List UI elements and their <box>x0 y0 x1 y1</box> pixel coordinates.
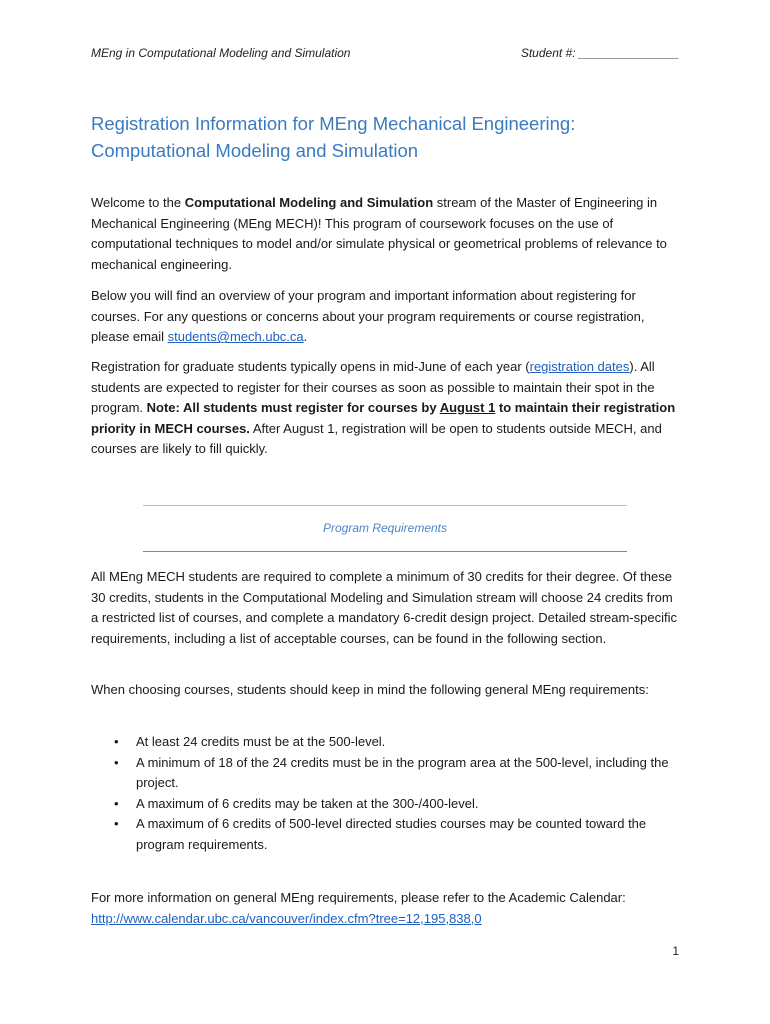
general-requirements-intro: When choosing courses, students should keep in mind the following general MEng requirements: <box>91 682 649 697</box>
section-rule-bottom <box>143 551 627 552</box>
stream-name: Computational Modeling and Simulation <box>184 195 434 210</box>
requirements-list <box>91 732 683 856</box>
calendar-paragraph: For more information on general MEng requirements, please refer to the Academic Calendar: http://www.calendar.ubc.ca/vancouver/index.cfm?tree=12,195,838,0 <box>91 890 626 926</box>
section-rule-top <box>143 505 627 506</box>
email-link[interactable]: students@mech.ubc.ca <box>167 329 304 345</box>
list-item: • A minimum of 18 of the 24 credits must be in the program area at the 500-level, including the project. <box>114 754 669 791</box>
page-title <box>91 110 681 164</box>
section-heading-label: Program Requirements <box>322 521 448 535</box>
section-heading-program-requirements <box>143 505 627 552</box>
academic-calendar-link[interactable]: http://www.calendar.ubc.ca/vancouver/index.cfm?tree=12,195,838,0 <box>91 910 482 926</box>
welcome-paragraph: Welcome to the Computational Modeling and Simulation stream of the Master of Engineering in Mechanical Engineering (MEng MECH)! This program of coursework focuses on the use of computational techniques to model and/or simulate physical or geometrical problems of relevance to mechanical engineering. <box>91 195 667 272</box>
header-program-name: MEng in Computational Modeling and Simulation <box>91 46 351 60</box>
credits-paragraph: All MEng MECH students are required to complete a minimum of 30 credits for their degree. Of these 30 credits, students in the Computational Modeling and Simulation stream will choose 24 credits from a restricted list of courses, and complete a mandatory 6-credit design project. Detailed stream-specific requirements, including a list of acceptable courses, can be found in the following section. <box>91 569 677 646</box>
bullet-icon: • <box>114 754 119 770</box>
bullet-icon: • <box>114 816 119 832</box>
list-item: • A maximum of 6 credits may be taken at the 300-/400-level. <box>91 794 683 815</box>
header-student-number: Student #: _______________ <box>520 46 679 60</box>
registration-note: Note: All students must register for courses by August 1 to maintain their registration priority in MECH courses. <box>91 400 676 436</box>
title-line-2: Computational Modeling and Simulation <box>91 140 419 161</box>
bullet-icon: • <box>114 795 119 811</box>
overview-paragraph: Below you will find an overview of your program and important information about registering for courses. For any questions or concerns about your program requirements or course registration, please email students@mech.ubc.ca. <box>91 288 645 345</box>
page-header <box>91 46 679 64</box>
registration-paragraph: Registration for graduate students typically opens in mid-June of each year (registration dates). All students are expected to register for their courses as soon as possible to maintain their spot in the program. Note: All students must register for courses by August 1 to maintain their registration priority in MECH courses. After August 1, registration will be open to students outside MECH, and courses are likely to fill quickly. <box>91 359 676 457</box>
title-line-1: Registration Information for MEng Mechanical Engineering: <box>91 113 576 134</box>
page-number: 1 <box>672 944 679 958</box>
registration-dates-link[interactable]: registration dates <box>529 359 630 374</box>
list-item: • A maximum of 6 credits of 500-level directed studies courses may be counted toward the program requirements. <box>114 816 647 852</box>
list-item: • At least 24 credits must be at the 500-level. <box>91 732 683 753</box>
registration-deadline: August 1 <box>439 400 496 416</box>
bullet-icon: • <box>114 734 119 749</box>
